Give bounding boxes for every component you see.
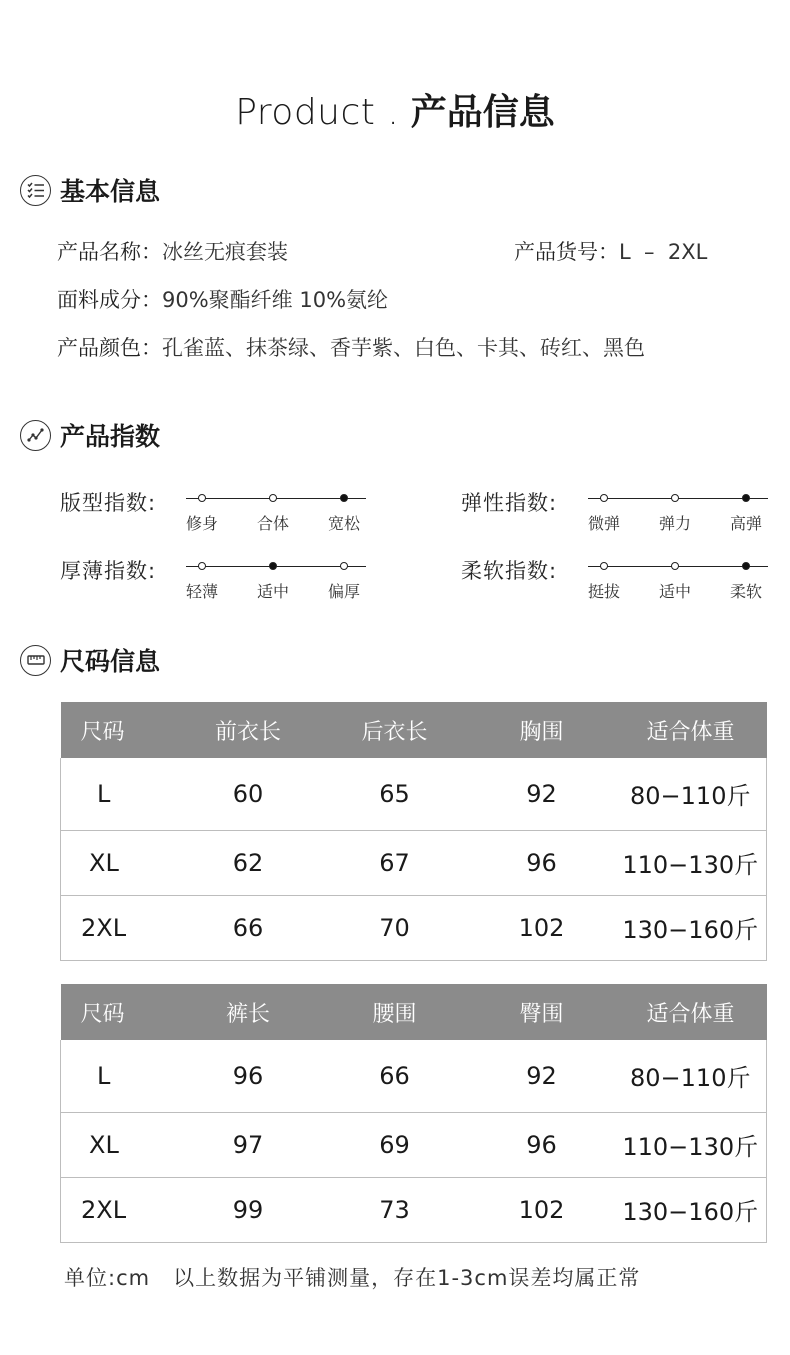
scale-tick: 适中	[659, 582, 692, 601]
size-table-top	[60, 702, 767, 961]
product-sku-label: 产品货号：	[514, 240, 619, 264]
fabric-value: 90%聚酯纤维 10%氨纶	[162, 288, 389, 312]
product-name-value: 冰丝无痕套装	[162, 240, 288, 264]
scale-dot	[340, 562, 348, 570]
table-cell: 80−110斤	[615, 1040, 767, 1112]
index-scale-softness	[584, 556, 768, 600]
page-title-zh: 产品信息	[410, 92, 555, 133]
table-cell: 130−160斤	[615, 1177, 767, 1242]
table-row	[61, 1040, 767, 1112]
scale-tick: 适中	[257, 582, 290, 601]
ruler-icon	[20, 645, 51, 676]
scale-dot-selected	[269, 562, 277, 570]
scale-tick: 弹力	[659, 514, 692, 533]
table-cell: 2XL	[61, 895, 176, 960]
table-cell: 62	[176, 830, 321, 895]
color-label: 产品颜色：	[57, 336, 162, 360]
table-cell: 110−130斤	[615, 830, 767, 895]
scale-dot	[671, 494, 679, 502]
scale-tick: 合体	[257, 514, 290, 533]
table-header-cell: 适合体重	[615, 702, 767, 758]
scale-dot-selected	[340, 494, 348, 502]
table-header-cell: 前衣长	[176, 702, 321, 758]
section-index-heading	[20, 417, 160, 453]
section-basic-title: 基本信息	[60, 177, 161, 206]
checklist-icon	[20, 175, 51, 206]
table-header-cell: 胸围	[469, 702, 615, 758]
index-scale-elasticity	[584, 488, 768, 532]
scale-tick: 微弹	[588, 514, 621, 533]
scale-tick: 轻薄	[186, 582, 219, 601]
table-row	[61, 1177, 767, 1242]
table-row	[61, 1112, 767, 1177]
table-cell: L	[61, 758, 176, 830]
table-cell: 70	[321, 895, 469, 960]
table-cell: 102	[469, 1177, 615, 1242]
table-cell: 73	[321, 1177, 469, 1242]
table-row	[61, 830, 767, 895]
table-cell: 96	[469, 1112, 615, 1177]
scale-tick: 宽松	[328, 514, 361, 533]
table-cell: 80−110斤	[615, 758, 767, 830]
table-header-cell: 腰围	[321, 984, 469, 1040]
table-cell: 97	[176, 1112, 321, 1177]
product-sku-row	[514, 236, 707, 266]
table-cell: 92	[469, 1040, 615, 1112]
scale-dot	[198, 494, 206, 502]
measurement-note: 单位:cm 以上数据为平铺测量，存在1-3cm误差均属正常	[64, 1266, 641, 1290]
table-row	[61, 758, 767, 830]
table-cell: 66	[176, 895, 321, 960]
table-cell: 110−130斤	[615, 1112, 767, 1177]
scale-tick: 偏厚	[328, 582, 361, 601]
table-cell: 99	[176, 1177, 321, 1242]
fabric-row	[57, 284, 388, 314]
section-size-title: 尺码信息	[60, 647, 161, 676]
scale-dot	[600, 562, 608, 570]
product-name-label: 产品名称：	[57, 240, 162, 264]
section-basic-heading	[20, 172, 160, 208]
index-label-elasticity: 弹性指数:	[461, 491, 558, 515]
scale-dot-selected	[742, 494, 750, 502]
size-table-bottom	[60, 984, 767, 1243]
scale-tick: 挺拔	[588, 582, 621, 601]
table-header-row	[61, 702, 767, 758]
product-sku-value: L – 2XL	[619, 240, 708, 264]
table-header-cell: 臀围	[469, 984, 615, 1040]
scale-tick: 修身	[186, 514, 219, 533]
page-title	[0, 84, 790, 135]
table-cell: 66	[321, 1040, 469, 1112]
table-cell: XL	[61, 830, 176, 895]
index-label-thickness: 厚薄指数:	[60, 559, 157, 583]
table-header-cell: 适合体重	[615, 984, 767, 1040]
table-cell: 96	[469, 830, 615, 895]
table-cell: 96	[176, 1040, 321, 1112]
index-scale-fit	[182, 488, 366, 532]
fabric-label: 面料成分：	[57, 288, 162, 312]
table-cell: 60	[176, 758, 321, 830]
table-header-row	[61, 984, 767, 1040]
index-label-fit: 版型指数:	[60, 491, 157, 515]
table-cell: L	[61, 1040, 176, 1112]
product-name-row	[57, 236, 288, 266]
table-header-cell: 裤长	[176, 984, 321, 1040]
table-cell: 2XL	[61, 1177, 176, 1242]
scale-tick: 柔软	[730, 582, 763, 601]
table-cell: 92	[469, 758, 615, 830]
index-scale-thickness	[182, 556, 366, 600]
section-size-heading	[20, 642, 160, 678]
scale-dot	[671, 562, 679, 570]
table-cell: 130−160斤	[615, 895, 767, 960]
index-label-softness: 柔软指数:	[461, 559, 558, 583]
table-row	[61, 895, 767, 960]
table-cell: 102	[469, 895, 615, 960]
table-cell: 69	[321, 1112, 469, 1177]
table-header-cell: 尺码	[61, 984, 176, 1040]
scale-dot	[600, 494, 608, 502]
scale-tick: 高弹	[730, 514, 763, 533]
color-row	[57, 332, 645, 362]
section-index-title: 产品指数	[60, 422, 161, 451]
scale-dot	[198, 562, 206, 570]
color-value: 孔雀蓝、抹茶绿、香芋紫、白色、卡其、砖红、黑色	[162, 336, 645, 360]
table-header-cell: 后衣长	[321, 702, 469, 758]
table-cell: 65	[321, 758, 469, 830]
scale-dot-selected	[742, 562, 750, 570]
table-cell: XL	[61, 1112, 176, 1177]
scale-dot	[269, 494, 277, 502]
table-header-cell: 尺码	[61, 702, 176, 758]
table-cell: 67	[321, 830, 469, 895]
trend-chart-icon	[20, 420, 51, 451]
page-title-en: Product .	[235, 92, 400, 133]
